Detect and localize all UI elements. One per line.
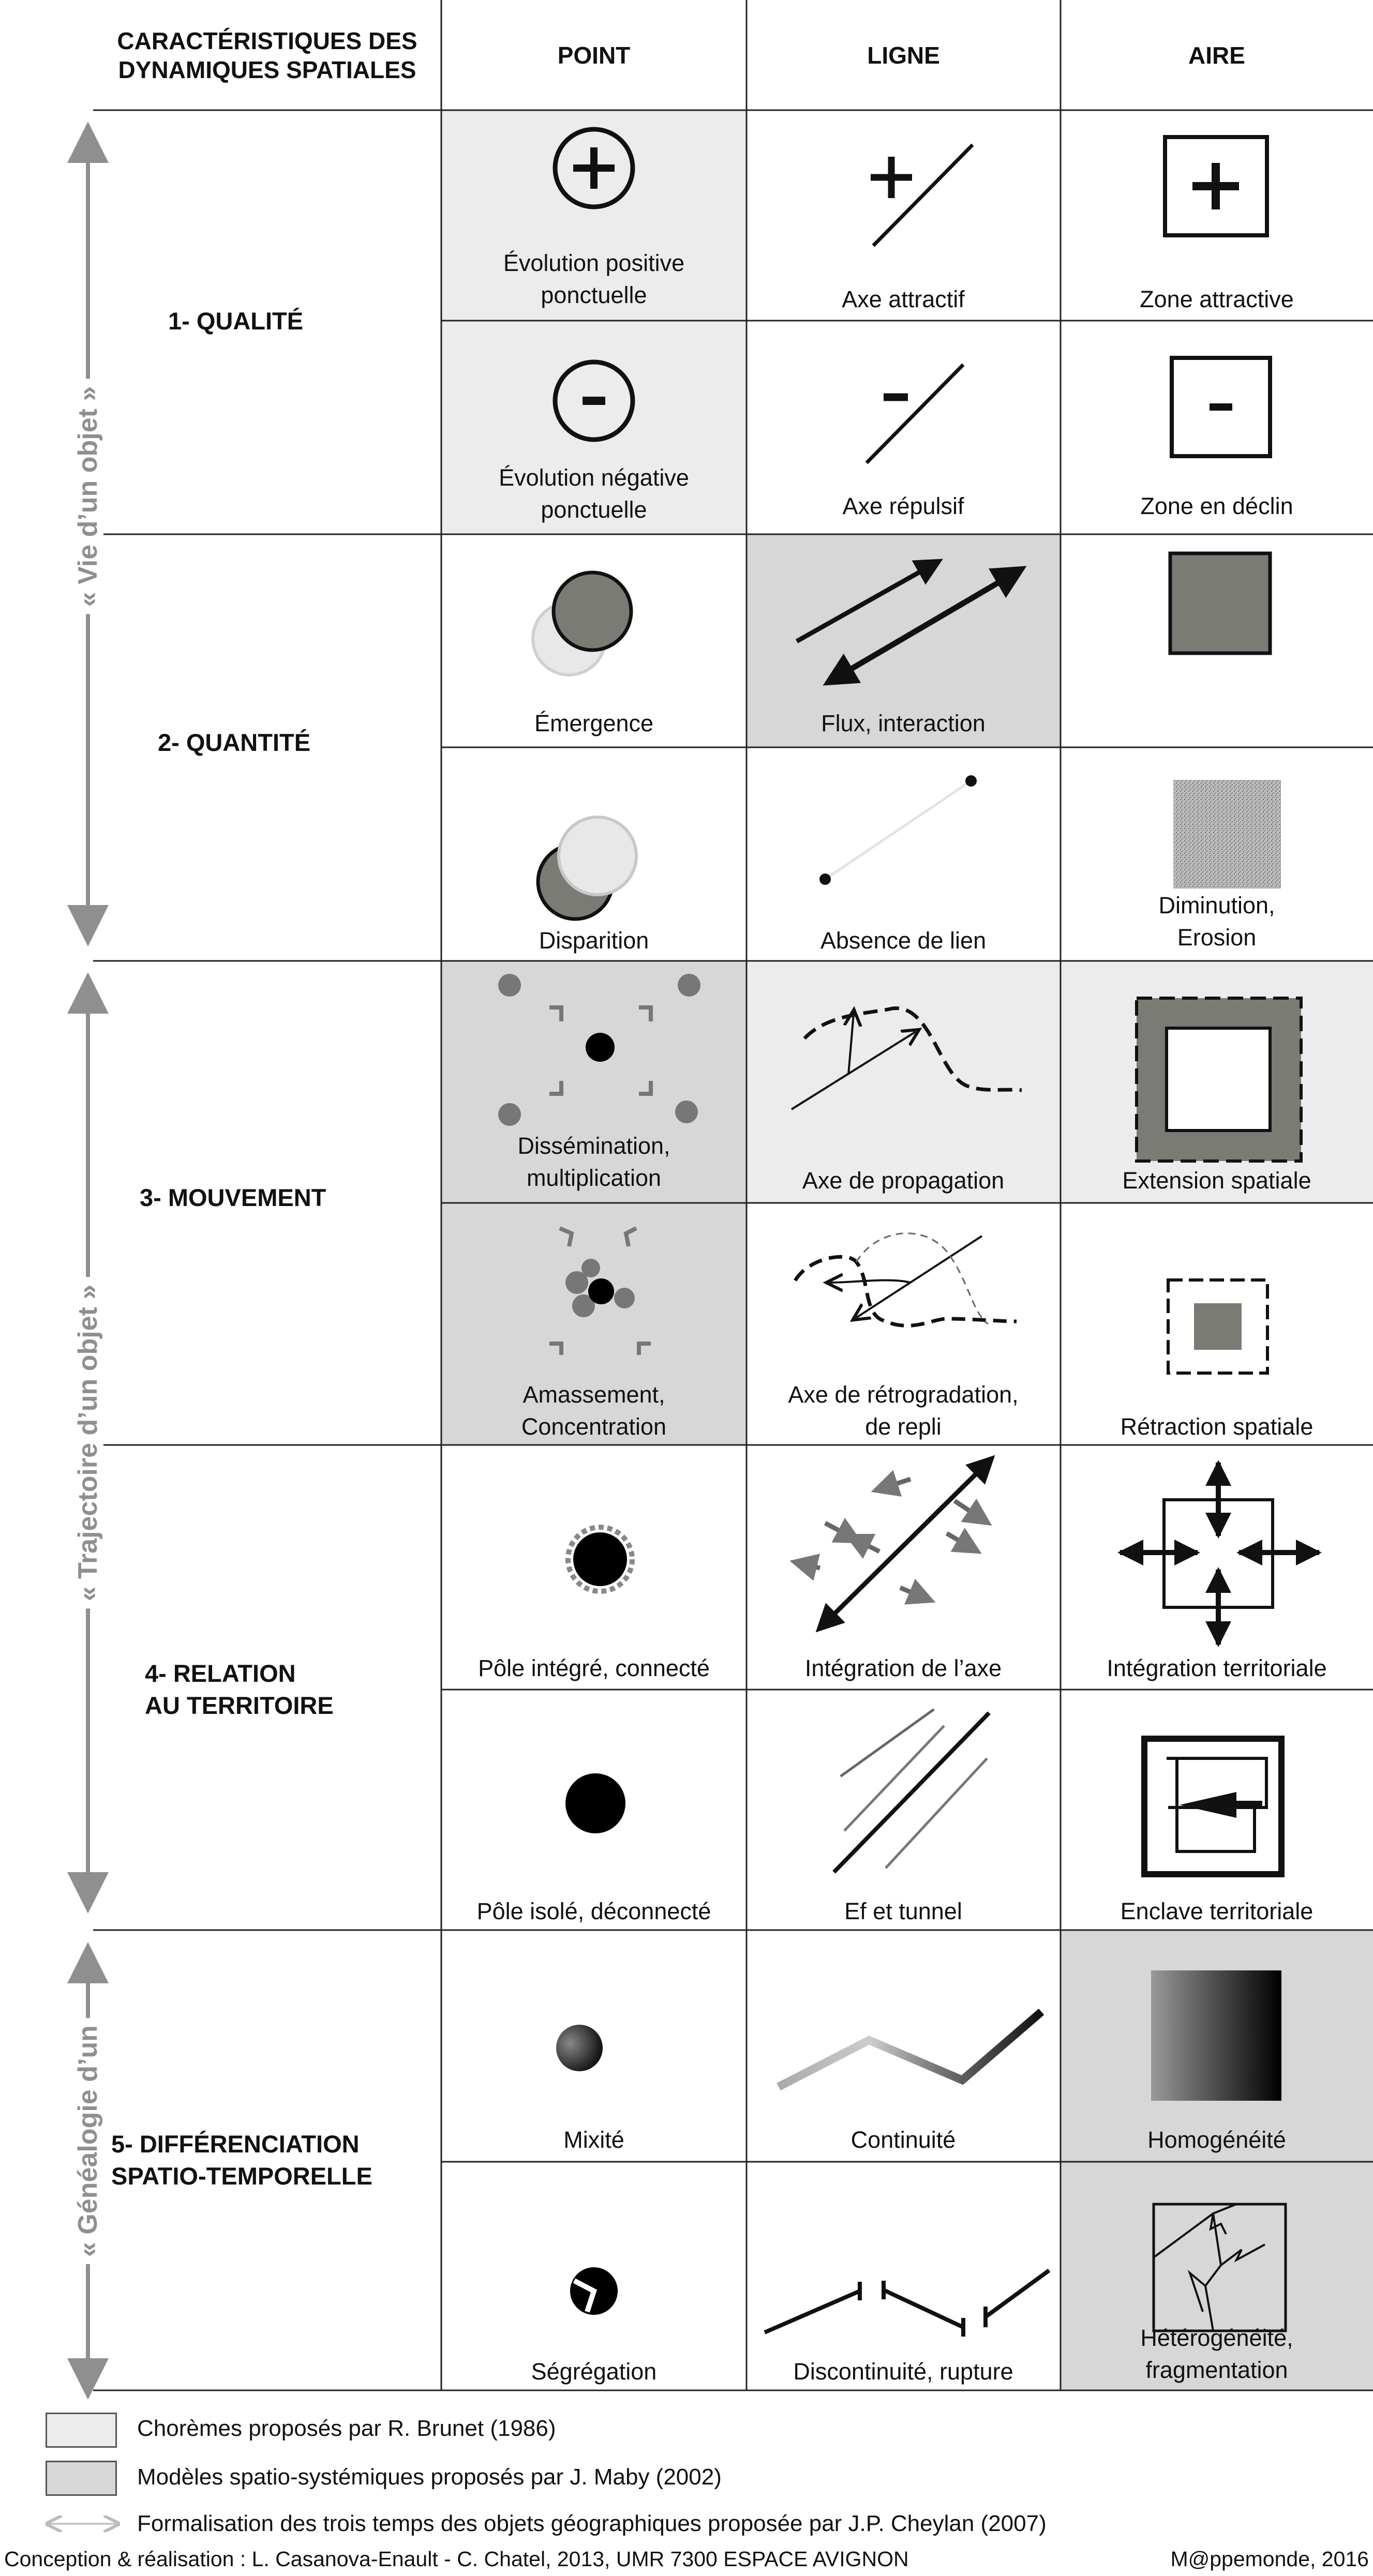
- mixity-icon: [556, 2025, 603, 2071]
- axis-label-genealogie: « Généalogie d’un: [72, 2018, 103, 2264]
- continuity-icon: [779, 2012, 1041, 2087]
- connected-pole-icon: [568, 1527, 632, 1591]
- missing-link-icon: [819, 775, 977, 885]
- dark-square-icon: [1170, 553, 1270, 653]
- cell-label: Zone attractive: [1140, 286, 1294, 312]
- section-label-mouvement: 3- MOUVEMENT: [140, 1184, 326, 1211]
- cell-label: Amassement, Concentration: [521, 1381, 667, 1440]
- emergence-icon: [533, 573, 631, 675]
- cell-label: Mixité: [563, 2127, 624, 2153]
- cell-label: Évolution positive ponctuelle: [503, 250, 685, 308]
- spatial-extension-icon: [1137, 998, 1301, 1161]
- cell-label: Axe de propagation: [802, 1167, 1005, 1194]
- section-label-quantite: 2- QUANTITÉ: [158, 729, 311, 756]
- cell-label: Enclave territoriale: [1120, 1898, 1314, 1924]
- cell-label: Pôle isolé, déconnecté: [476, 1898, 711, 1924]
- footer-source: M@ppemonde, 2016: [1170, 2547, 1369, 2571]
- cell-label: Zone en déclin: [1140, 493, 1293, 519]
- territorial-enclave-icon: [1144, 1739, 1281, 1874]
- cell-label: Discontinuité, rupture: [793, 2358, 1013, 2385]
- axis-label-trajectoire: « Trajectoire d’un objet »: [72, 1277, 103, 1609]
- header-ligne: LIGNE: [867, 41, 940, 69]
- cell-label: Ségrégation: [531, 2358, 657, 2385]
- cell-label: Intégration de l’axe: [804, 1655, 1002, 1681]
- segregation-icon: [570, 2267, 618, 2315]
- declining-zone-icon: [1172, 358, 1270, 456]
- cell-label: Ef et tunnel: [844, 1898, 962, 1924]
- dissemination-icon: [498, 974, 700, 1126]
- cell-label: Pôle intégré, connecté: [478, 1655, 710, 1681]
- cell-label: Évolution négative ponctuelle: [499, 464, 689, 523]
- header-aire: AIRE: [1188, 41, 1245, 69]
- tunnel-effect-icon: [830, 1709, 989, 1872]
- axis-label-vie: « Vie d’un objet »: [72, 379, 103, 614]
- cell-label: Rétraction spatiale: [1120, 1413, 1314, 1440]
- flux-arrows-icon: [797, 561, 1022, 683]
- concentration-icon: [549, 1228, 651, 1355]
- section-label-relation: 4- RELATION AU TERRITOIRE: [145, 1660, 334, 1719]
- header-feature: CARACTÉRISTIQUES DES DYNAMIQUES SPATIALES: [117, 27, 417, 83]
- discontinuity-icon: [765, 2270, 1049, 2337]
- cell-label: Flux, interaction: [821, 710, 986, 736]
- legend-text-maby: Modèles spatio-systémiques proposés par J. Maby (2002): [137, 2464, 722, 2490]
- minus-circle-icon: [555, 362, 633, 440]
- cell-label: Homogénéité: [1147, 2127, 1286, 2153]
- cell-label: Intégration territoriale: [1107, 1655, 1327, 1681]
- attractive-zone-icon: [1165, 137, 1267, 235]
- header-point: POINT: [557, 41, 631, 69]
- heterogeneity-icon: [1154, 2204, 1286, 2331]
- spatial-retraction-icon: [1168, 1280, 1267, 1373]
- attractive-axis-icon: [871, 145, 973, 246]
- cell-label: Continuité: [850, 2127, 956, 2153]
- legend-arrow-icon: [41, 2511, 124, 2537]
- territorial-integration-icon: [1120, 1463, 1319, 1645]
- cell-label: Disparition: [539, 927, 649, 954]
- cell-label: Axe de rétrogradation, de repli: [788, 1381, 1019, 1440]
- legend-text-cheylan: Formalisation des trois temps des objets géographiques proposée par J.P. Cheylan (2007): [137, 2511, 1047, 2536]
- cell-label: Extension spatiale: [1122, 1167, 1311, 1194]
- cell-label: Axe attractif: [842, 286, 965, 312]
- eroded-square-icon: [1173, 780, 1281, 888]
- legend-swatch-maby: [46, 2461, 117, 2496]
- retrograde-axis-icon: [795, 1233, 1017, 1326]
- cell-label: Hétérogénéité, fragmentation: [1140, 2325, 1293, 2383]
- legend-text-brunet: Chorèmes proposés par R. Brunet (1986): [137, 2416, 556, 2441]
- cell-label: Diminution, Erosion: [1158, 892, 1275, 951]
- propagation-axis-icon: [792, 1008, 1022, 1109]
- section-label-qualite: 1- QUALITÉ: [168, 307, 304, 335]
- axis-integration-icon: [794, 1458, 992, 1629]
- section-label-differenciation: 5- DIFFÉRENCIATION SPATIO-TEMPORELLE: [111, 2130, 372, 2190]
- cell-label: Absence de lien: [820, 927, 987, 954]
- plus-circle-icon: [555, 129, 633, 207]
- legend-swatch-brunet: [46, 2413, 117, 2448]
- footer-credits: Conception & réalisation : L. Casanova-Enault - C. Chatel, 2013, UMR 7300 ESPACE AVIGNON: [4, 2547, 909, 2571]
- isolated-pole-icon: [565, 1773, 625, 1833]
- homogeneity-icon: [1151, 1970, 1281, 2101]
- cell-label: Dissémination, multiplication: [517, 1133, 670, 1191]
- cell-label: Émergence: [534, 710, 654, 736]
- repulsive-axis-icon: [867, 365, 963, 463]
- cell-label: Axe répulsif: [842, 493, 964, 519]
- disappearance-icon: [538, 817, 636, 919]
